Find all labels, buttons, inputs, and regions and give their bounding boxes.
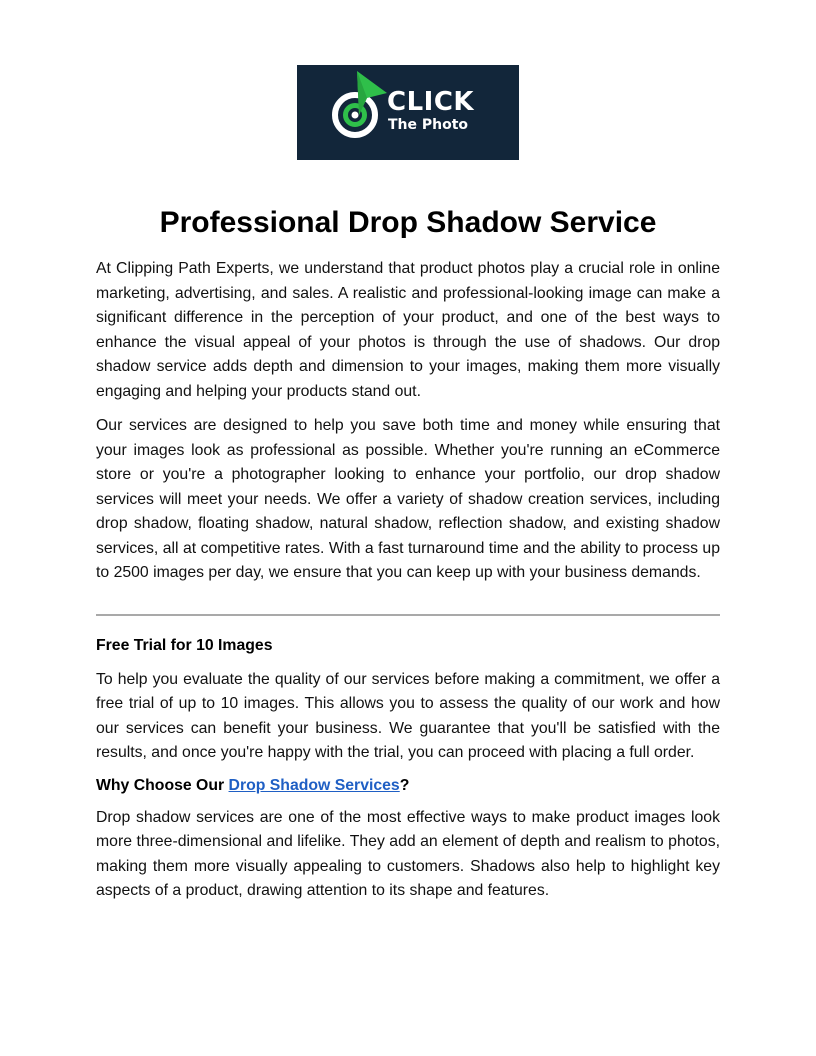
- services-paragraph: Our services are designed to help you save both time and money while ensuring that your images look as professional as possible. Whether you're running an eCommerce store or you're a photographer looking to enhance your portfolio, our drop shadow services will meet your needs. We offer a variety of shadow creation services, including drop shadow, floating shadow, natural shadow, reflection shadow, and existing shadow services, all at competitive rates. With a fast turnaround time and the ability to process up to 2500 images per day, we ensure that you can keep up with your business demands.: [96, 417, 720, 581]
- why-choose-paragraph: Drop shadow services are one of the most effective ways to make product images look more three-dimensional and lifelike. They add an element of depth and realism to photos, making them more visually appealing to customers. Shadows also help to highlight key aspects of a product, drawing attention to its shape and features.: [96, 808, 720, 899]
- document-body: [96, 257, 720, 904]
- why-choose-heading-prefix: Why Choose Our: [96, 776, 229, 794]
- section-divider: [96, 614, 720, 616]
- free-trial-heading: Free Trial for 10 Images: [96, 636, 273, 654]
- brand-wordmark: [387, 89, 474, 132]
- drop-shadow-services-link[interactable]: Drop Shadow Services: [228, 776, 400, 794]
- why-choose-heading: [96, 774, 720, 798]
- brand-logo: [297, 65, 519, 160]
- free-trial-paragraph: To help you evaluate the quality of our services before making a commitment, we offer a free trial of up to 10 images. This allows you to assess the quality of our work and how our services can benefit your business. We guarantee that you'll be satisfied with the results, and once you're happy with the trial, you can proceed with placing a full order.: [96, 670, 720, 761]
- intro-paragraph: At Clipping Path Experts, we understand that product photos play a crucial role in online marketing, advertising, and sales. A realistic and professional-looking image can make a significant difference in the perception of your product, and one of the best ways to enhance the visual appeal of your photos is through the use of shadows. Our drop shadow service adds depth and dimension to your images, making them more visually engaging and helping your products stand out.: [96, 260, 720, 400]
- page-title: Professional Drop Shadow Service: [159, 206, 657, 239]
- brand-sub-text: The Photo: [388, 117, 469, 133]
- why-choose-heading-suffix: ?: [399, 776, 410, 794]
- brand-main-text: CLICK: [387, 87, 475, 117]
